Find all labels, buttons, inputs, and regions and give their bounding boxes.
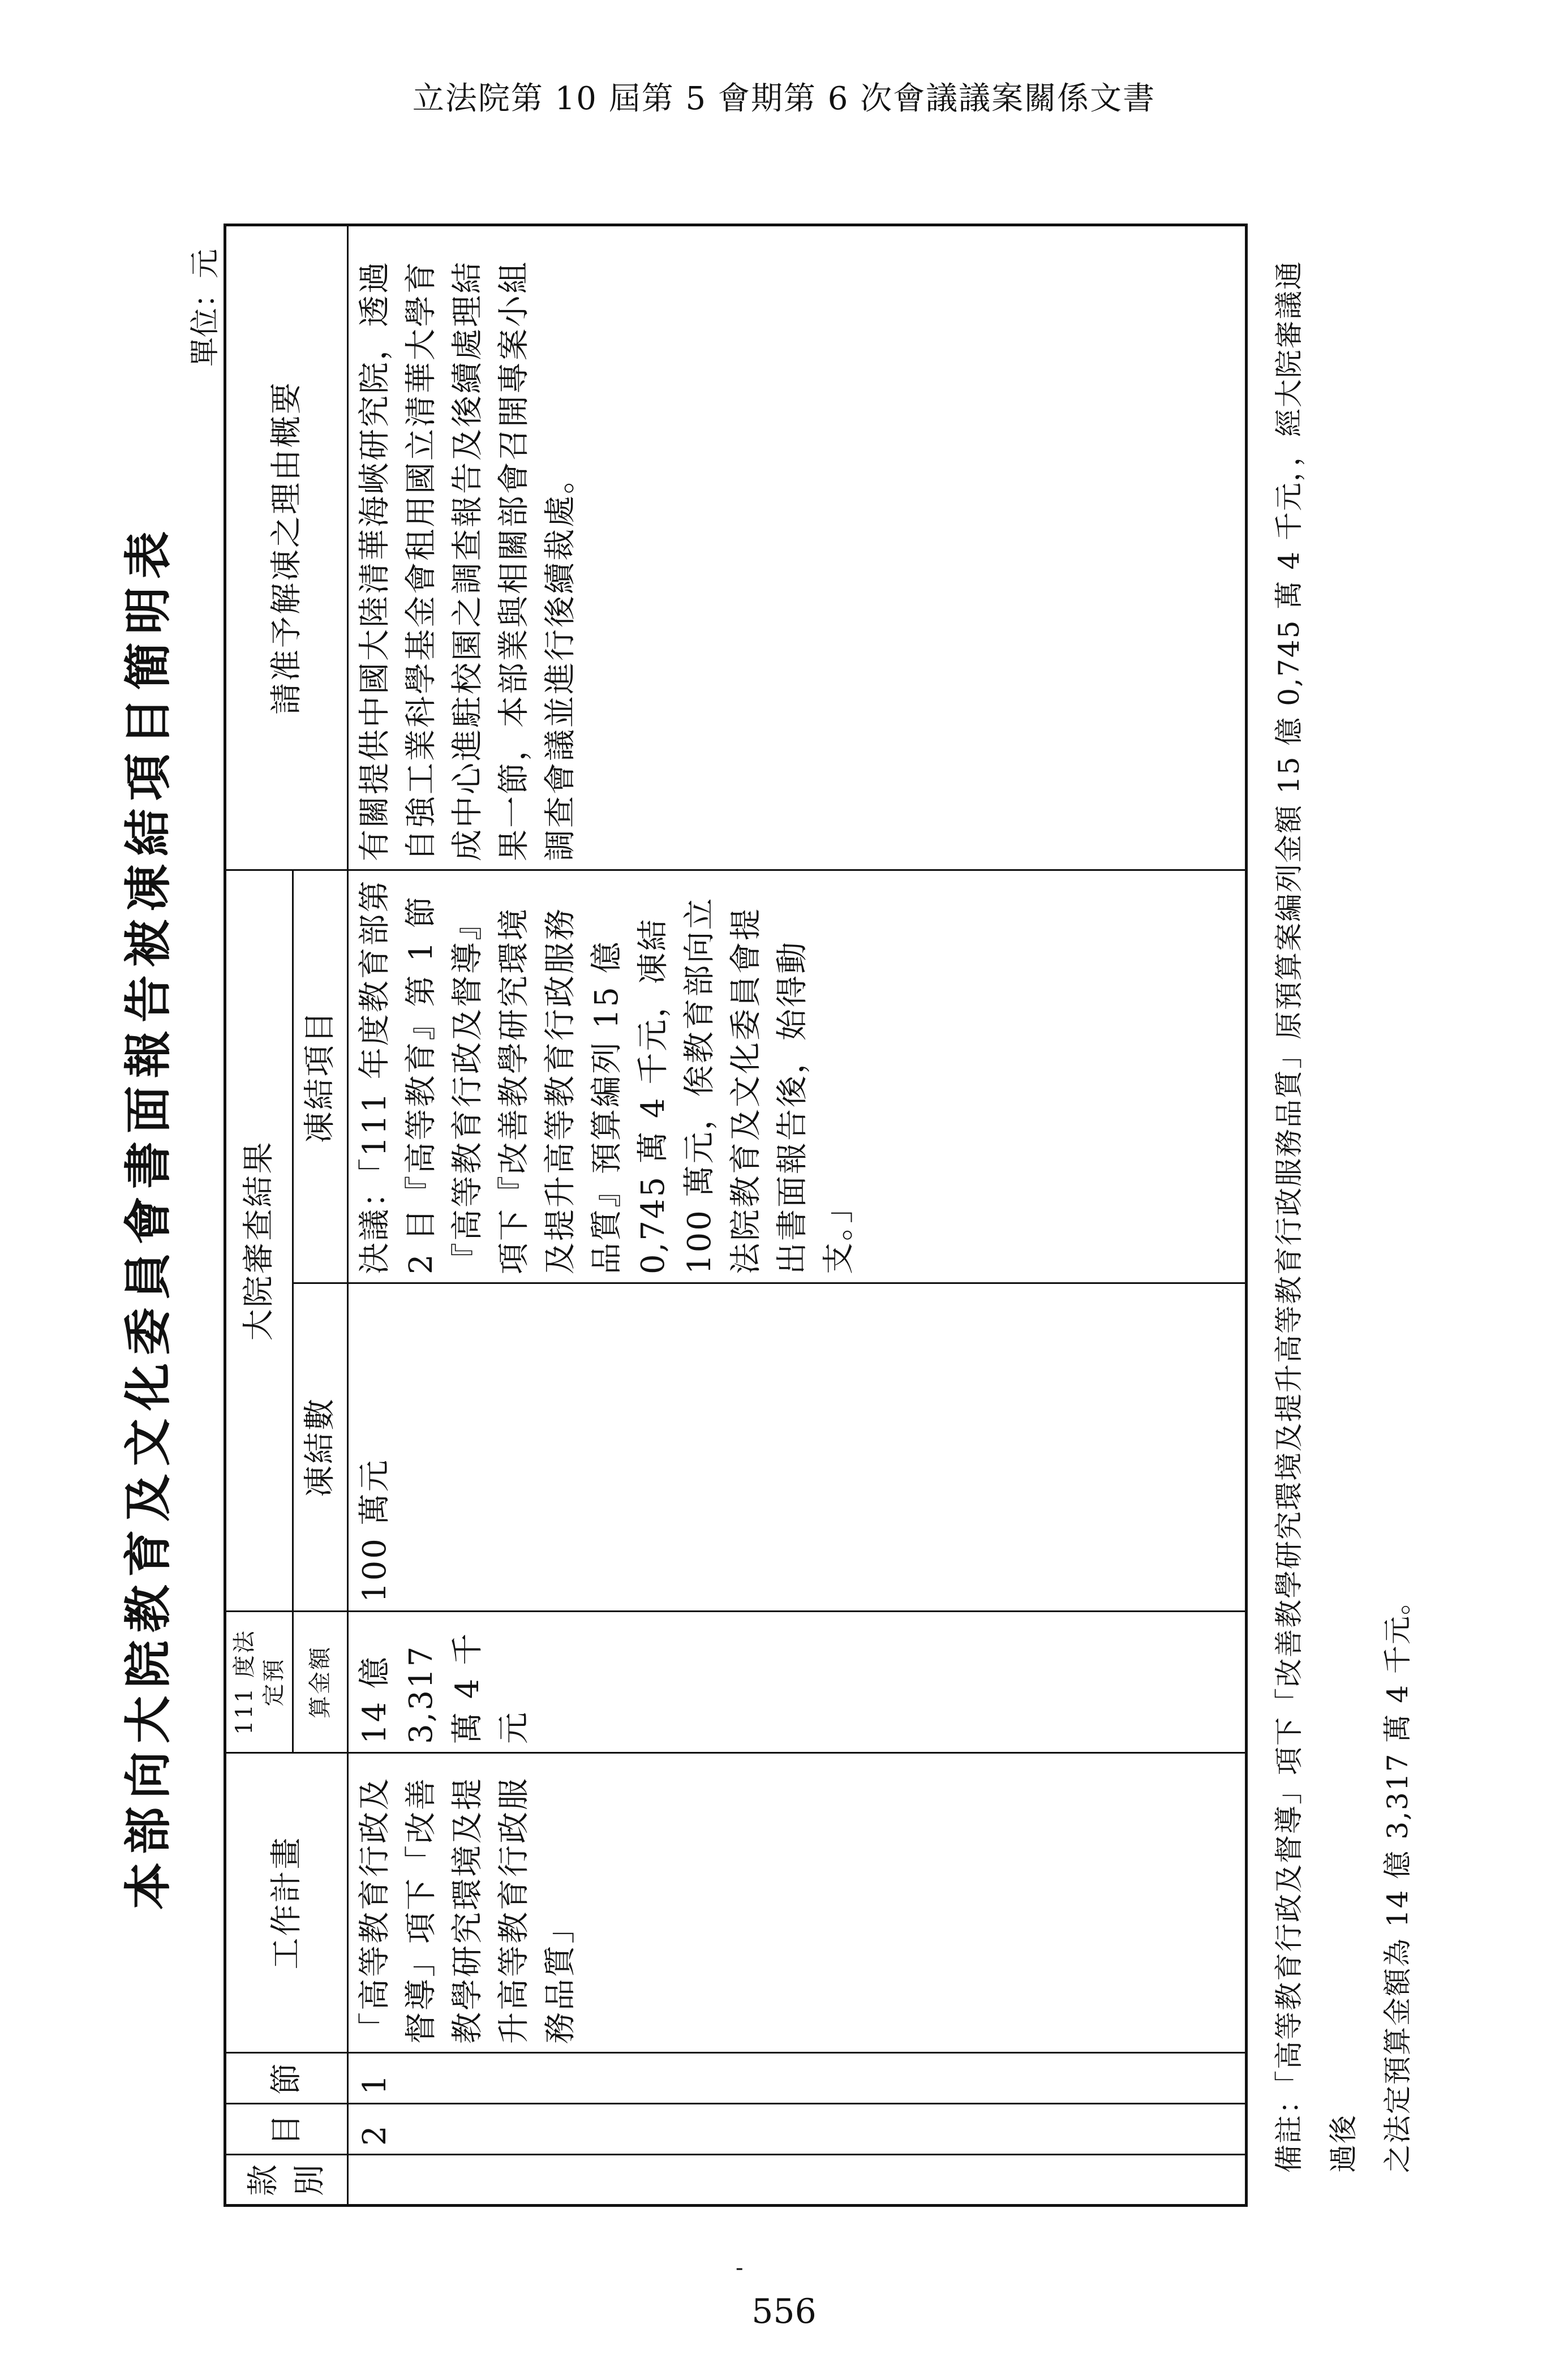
cell-category: [348, 2155, 1247, 2206]
header-frozen-item: 凍結項目: [293, 870, 348, 1283]
remark-line-2: 之法定預算金額為 14 億 3,317 萬 4 千元。: [1381, 1586, 1414, 2173]
page-dash: -: [736, 2255, 744, 2281]
page-header: 立法院第 10 屆第 5 會期第 6 次會議議案關係文書: [412, 80, 1156, 117]
cell-section: 1: [348, 2053, 1247, 2104]
header-review-group: 大院審查結果: [225, 870, 293, 1612]
frozen-items-table: [224, 224, 1248, 2207]
cell-item: 2: [348, 2104, 1247, 2155]
cell-reason: 有關提供中國大陸清華海峽研究院，透過自強工業科學基金會租用國立清華大學育成中心進駐校園之調查報告及後續處理結果一節，本部業與相關部會召開專案小組調查會議並進行後續裁處。: [348, 225, 1247, 870]
landscape-document: [45, 226, 1517, 2207]
header-reason: 請准予解凍之理由概要: [225, 225, 348, 870]
cell-frozen-amount: 100 萬元: [348, 1283, 1247, 1612]
table-row: [348, 225, 1247, 2206]
header-budget-group: 111 度法定預: [225, 1612, 293, 1753]
document-title: 本部向大院教育及文化委員會書面報告被凍結項目簡明表: [120, 523, 176, 1910]
header-section: 節: [225, 2053, 348, 2104]
unit-label: 單位：元: [188, 249, 222, 367]
header-work-plan: 工作計畫: [225, 1753, 348, 2053]
cell-frozen-item: 決議：「111 年度教育部第 2 目『高等教育』第 1 節『高等教育行政及督導』項下『改善教學研究環境及提升高等教育行政服務品質』預算編列 15 億 0,745 萬 4 千元，凍結 100 萬元，俟教育部向立法院教育及文化委員會提出書面報告後，始得動支。」: [348, 870, 1247, 1283]
header-budget-amount: 算金額: [293, 1612, 348, 1753]
remark-line-1: 備註：「高等教育行政及督導」項下「改善教學研究環境及提升高等教育行政服務品質」原預算案編列金額 15 億 0,745 萬 4 千元，，經大院審議通過後: [1273, 260, 1360, 2173]
page-number: 556: [751, 2292, 817, 2331]
header-item: 目: [225, 2104, 348, 2155]
cell-budget-amount: 14 億 3,317 萬 4 千元: [348, 1612, 1247, 1753]
header-frozen-amount: 凍結數: [293, 1283, 348, 1612]
remark-note: [1262, 260, 1425, 2173]
cell-work-plan: 「高等教育行政及督導」項下「改善教學研究環境及提升高等教育行政服務品質」: [348, 1753, 1247, 2053]
header-category: 款別: [225, 2155, 348, 2206]
